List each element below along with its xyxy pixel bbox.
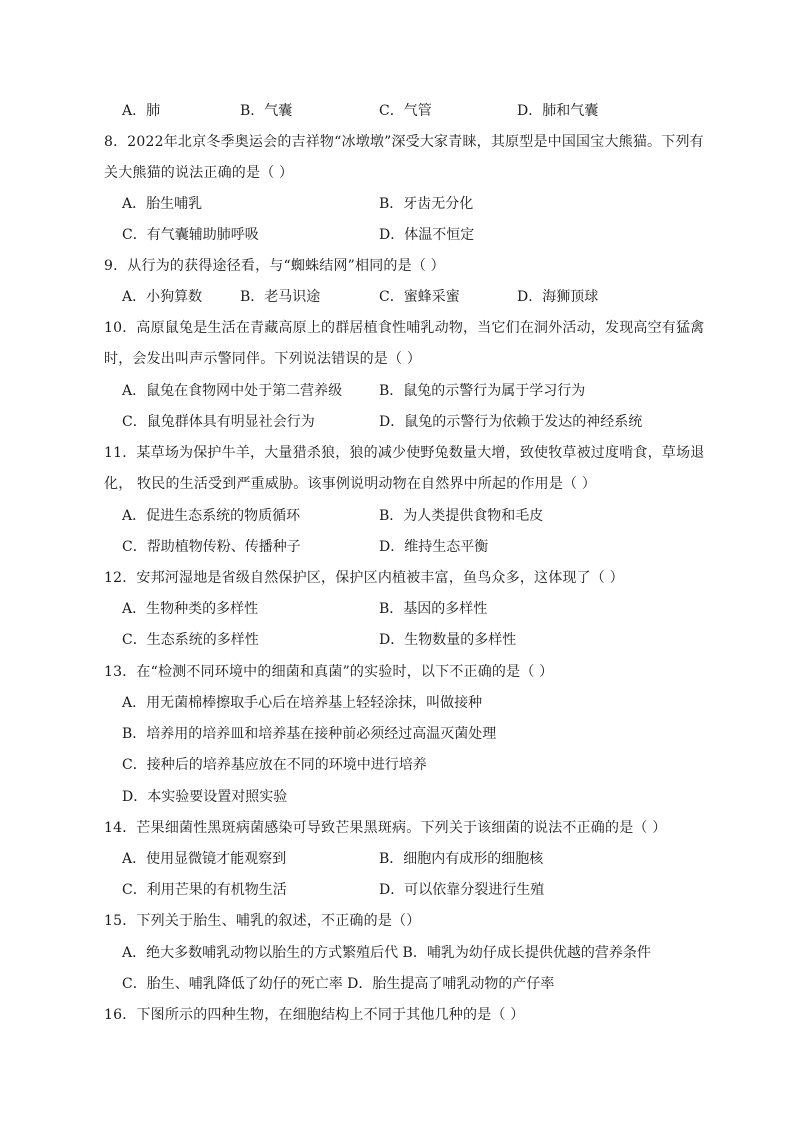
answer-option: A．小狗算数 (122, 289, 203, 305)
answer-option: D．肺和气囊 (517, 103, 599, 119)
answer-option: C．有气囊辅助肺呼吸 (122, 227, 259, 243)
answer-option: A．绝大多数哺乳动物以胎生的方式繁殖后代 B．哺乳为幼仔成长提供优越的营养条件 (122, 945, 651, 961)
answer-option: A．促进生态系统的物质循环 (122, 508, 301, 524)
answer-option: B．细胞内有成形的细胞核 (379, 851, 544, 867)
answer-option: B．牙齿无分化 (379, 196, 474, 212)
answer-option: B．鼠兔的示警行为属于学习行为 (379, 383, 586, 399)
question-text: 14．芒果细菌性黑斑病菌感染可导致芒果黑斑病。下列关于该细菌的说法不正确的是（ ） (104, 820, 667, 836)
question-text-continued: 化， 牧民的生活受到严重威胁。该事例说明动物在自然界中所起的作用是（ ） (104, 476, 597, 492)
answer-option: C．生态系统的多样性 (122, 632, 259, 648)
question-text: 9．从行为的获得途径看，与“蜘蛛结网”相同的是（ ） (104, 258, 445, 274)
answer-option: B．基因的多样性 (379, 601, 488, 617)
question-text: 16．下图所示的四种生物，在细胞结构上不同于其他几种的是（ ） (104, 1007, 525, 1023)
answer-option: C．利用芒果的有机物生活 (122, 882, 287, 898)
answer-option: B．老马识途 (240, 289, 321, 305)
answer-option: A．鼠兔在食物网中处于第二营养级 (122, 383, 343, 399)
question-text: 15．下列关于胎生、哺乳的叙述，不正确的是（） (104, 913, 421, 929)
answer-option: A．肺 (122, 103, 161, 119)
answer-option: D．鼠兔的示警行为依赖于发达的神经系统 (379, 414, 643, 430)
answer-option: B．培养用的培养皿和培养基在接种前必须经过高温灭菌处理 (122, 726, 497, 742)
answer-option: A．用无菌棉棒擦取手心后在培养基上轻轻涂抹，叫做接种 (122, 695, 483, 711)
answer-option: A．使用显微镜才能观察到 (122, 851, 287, 867)
answer-option: A．胎生哺乳 (122, 196, 203, 212)
answer-option: C．帮助植物传粉、传播种子 (122, 539, 301, 555)
answer-option: C．气管 (379, 103, 432, 119)
answer-option: D．海狮顶球 (517, 289, 599, 305)
answer-option: D．本实验要设置对照实验 (122, 789, 288, 805)
answer-option: C．鼠兔群体具有明显社会行为 (122, 414, 315, 430)
answer-option: C．蜜蜂采蜜 (379, 289, 460, 305)
question-text: 12．安邦河湿地是省级自然保护区，保护区内植被丰富，鱼鸟众多，这体现了（ ） (104, 570, 624, 586)
answer-option: B．为人类提供食物和毛皮 (379, 508, 544, 524)
answer-option: A．生物种类的多样性 (122, 601, 259, 617)
answer-option: D．生物数量的多样性 (379, 632, 517, 648)
answer-option: D．体温不恒定 (379, 227, 475, 243)
question-text-continued: 时，会发出叫声示警同伴。下列说法错误的是（ ） (104, 351, 422, 367)
answer-option: D．维持生态平衡 (379, 539, 489, 555)
question-text: 13．在“检测不同环境中的细菌和真菌”的实验时，以下不正确的是（ ） (104, 664, 554, 680)
question-text: 8．2022年北京冬季奥运会的吉祥物“冰墩墩”深受大家青睐，其原型是中国国宝大熊猫。下列有 (104, 134, 704, 150)
question-text: 10．高原鼠兔是生活在青藏高原上的群居植食性哺乳动物，当它们在洞外活动，发现高空有猛禽 (104, 320, 705, 336)
answer-option: D．可以依靠分裂进行生殖 (379, 882, 545, 898)
question-text-continued: 关大熊猫的说法正确的是（ ） (104, 165, 294, 181)
answer-option: B．气囊 (240, 103, 293, 119)
answer-option: C．胎生、哺乳降低了幼仔的死亡率 D．胎生提高了哺乳动物的产仔率 (122, 976, 555, 992)
answer-option: C．接种后的培养基应放在不同的环境中进行培养 (122, 757, 427, 773)
question-text: 11．某草场为保护牛羊，大量猎杀狼，狼的减少使野兔数量大增，致使牧草被过度啃食，草场退 (104, 445, 705, 461)
